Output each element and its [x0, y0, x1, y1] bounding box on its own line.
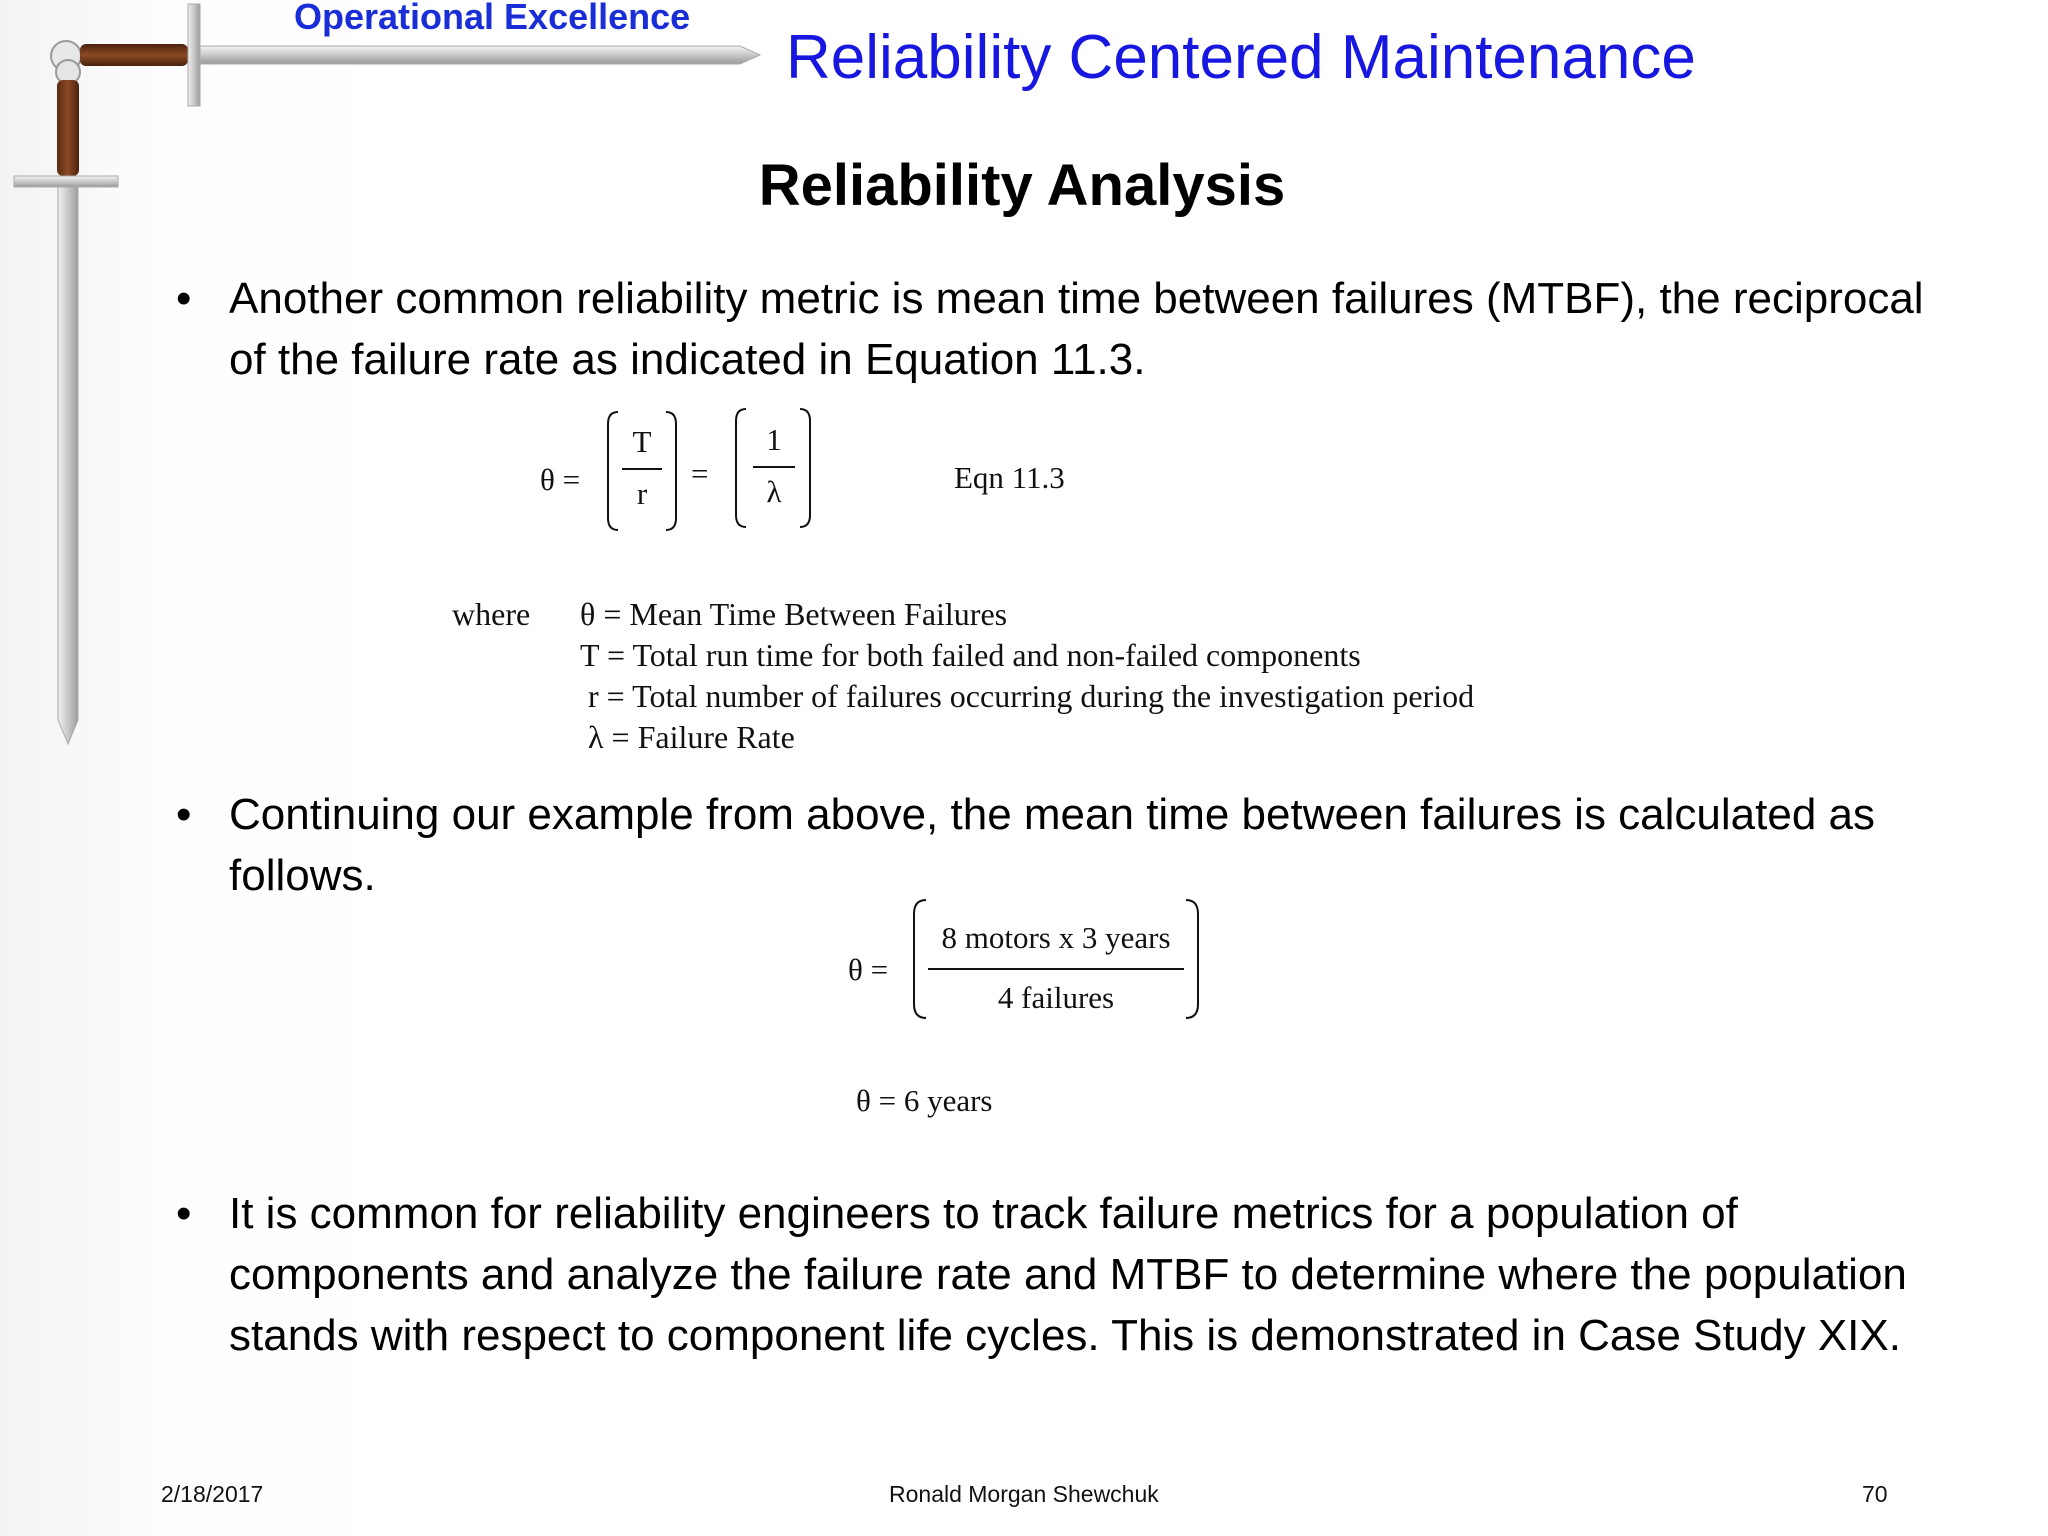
footer-date: 2/18/2017 [161, 1481, 264, 1507]
bullet-text: Continuing our example from above, the mean time between failures is calculated as follows. [229, 790, 1876, 900]
eq1-equals: = [691, 456, 709, 491]
fraction-bar [622, 468, 662, 470]
result-line: θ = 6 years [856, 1083, 993, 1118]
eq1-fraction-1 [622, 424, 662, 512]
eq2-fraction [928, 920, 1184, 1016]
brand-label: Operational Excellence [294, 0, 691, 37]
eq1-label: Eqn 11.3 [954, 460, 1065, 495]
eq1-frac2-den: λ [766, 474, 782, 509]
eq1-lhs: θ = [540, 462, 581, 497]
fraction-bar [928, 968, 1184, 970]
eq1-frac1-den: r [636, 476, 648, 511]
bullet-dot: • [176, 1189, 192, 1238]
definition-row: θ = Mean Time Between Failures [580, 596, 1008, 632]
footer-page-number: 70 [1862, 1481, 1888, 1507]
slide-title-text: Reliability Analysis [758, 153, 1286, 218]
eq1-frac2-num: 1 [766, 422, 782, 457]
eq2-den: 4 failures [997, 980, 1115, 1015]
definition-row: λ = Failure Rate [588, 719, 795, 755]
fraction-bar [753, 466, 795, 468]
footer-author: Ronald Morgan Shewchuk [889, 1481, 1159, 1507]
bullet-text: It is common for reliability engineers to track failure metrics for a population of components and analyze the failure rate and MTBF to determine where the population stands with respect to component life cycles. This is demonstrated in Case Study XIX. [229, 1189, 1907, 1360]
eq1-frac1-num: T [632, 424, 652, 459]
eq1-fraction-2 [753, 422, 795, 510]
where-label: where [452, 596, 531, 632]
eq2-lhs: θ = [848, 952, 889, 987]
header-title: Reliability Centered Maintenance [786, 23, 1696, 92]
definition-row: r = Total number of failures occurring during the investigation period [588, 678, 1475, 714]
eq2-num: 8 motors x 3 years [941, 920, 1171, 955]
bullet-dot: • [176, 790, 192, 839]
bullet-text: Another common reliability metric is mean time between failures (MTBF), the reciprocal of the failure rate as indicated in Equation 11.3. [229, 274, 1924, 384]
slide-title [0, 152, 2048, 219]
definition-row: T = Total run time for both failed and non-failed components [580, 637, 1361, 673]
bullet-dot: • [176, 274, 192, 323]
